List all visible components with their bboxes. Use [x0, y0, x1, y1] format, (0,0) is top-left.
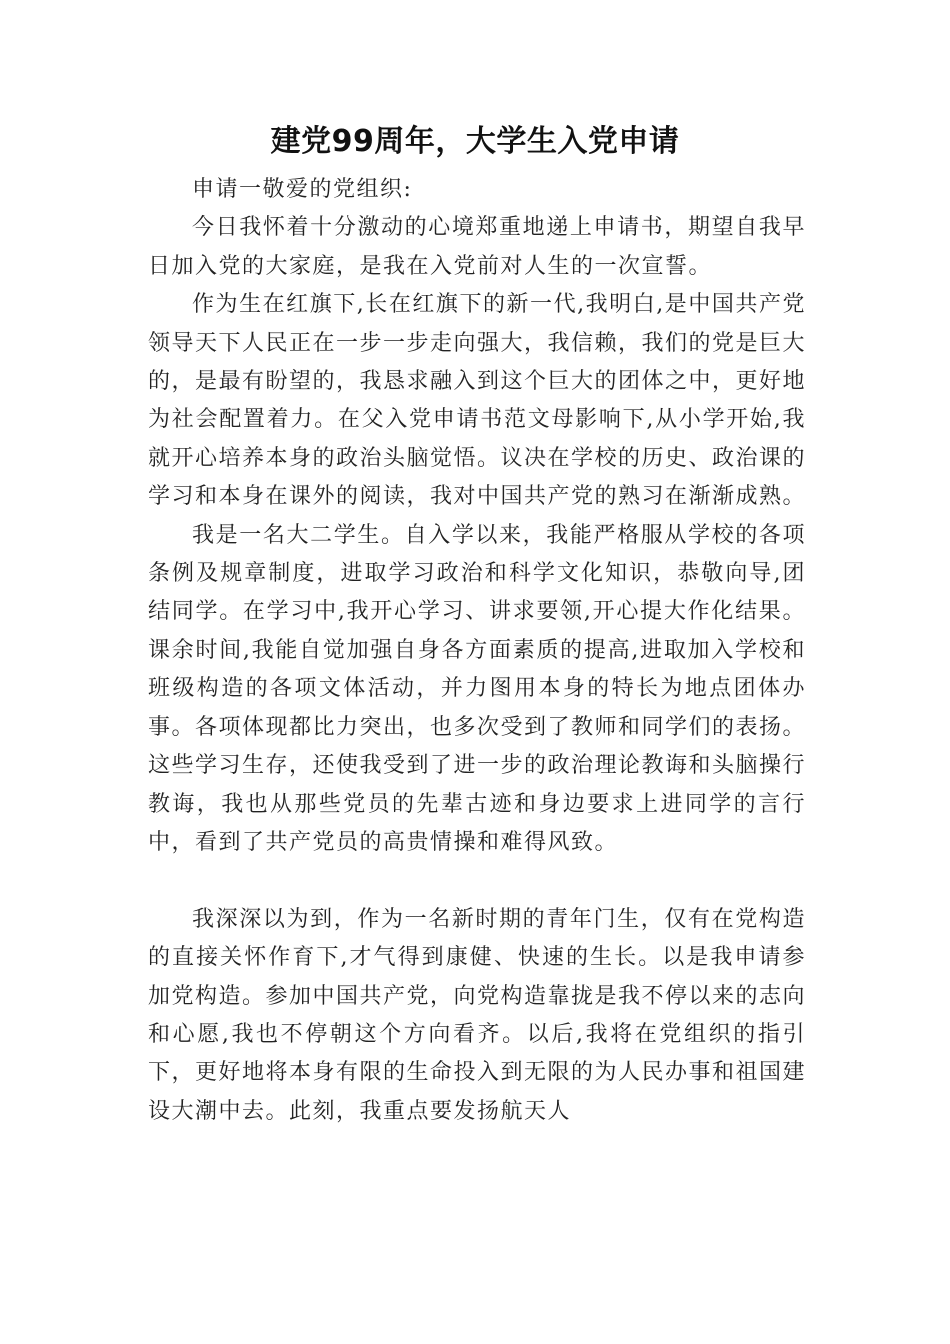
- paragraph-gap: [148, 862, 806, 900]
- paragraph-2: 作为生在红旗下,长在红旗下的新一代,我明白,是中国共产党领导天下人民正在一步一步走向强大，我信赖，我们的党是巨大的，是最有盼望的，我恳求融入到这个巨大的团体之中，更好地为社会配置着力。在父入党申请书范文母影响下,从小学开始,我就开心培养本身的政治头脑觉悟。议决在学校的历史、政治课的学习和本身在课外的阅读，我对中国共产党的熟习在渐渐成熟。: [148, 292, 807, 510]
- paragraph-1: 今日我怀着十分激动的心境郑重地递上申请书，期望自我早日加入党的大家庭，是我在入党前对人生的一次宣誓。: [148, 215, 806, 279]
- paragraph-4: 我深深以为到，作为一名新时期的青年门生，仅有在党构造的直接关怀作育下,才气得到康健、快速的生长。以是我申请参加党构造。参加中国共产党，向党构造靠拢是我不停以来的志向和心愿,我也不停朝这个方向看齐。以后,我将在党组织的指引下，更好地将本身有限的生命投入到无限的为人民办事和祖国建设大潮中去。此刻，我重点要发扬航天人: [148, 906, 807, 1124]
- salutation: 申请一敬爱的党组织:: [192, 177, 413, 202]
- document-title: 建党99周年，大学生入党申请: [270, 124, 680, 159]
- document-body: [148, 171, 806, 1131]
- paragraph-3: 我是一名大二学生。自入学以来，我能严格服从学校的各项条例及规章制度，进取学习政治和科学文化知识，恭敬向导,团结同学。在学习中,我开心学习、讲求要领,开心提大作化结果。课余时间,我能自觉加强自身各方面素质的提高,进取加入学校和班级构造的各项文体活动，并力图用本身的特长为地点团体办事。各项体现都比力突出，也多次受到了教师和同学们的表扬。这些学习生存，还使我受到了进一步的政治理论教诲和头脑操行教诲，我也从那些党员的先辈古迹和身边要求上进同学的言行中，看到了共产党员的高贵情操和难得风致。: [148, 522, 807, 855]
